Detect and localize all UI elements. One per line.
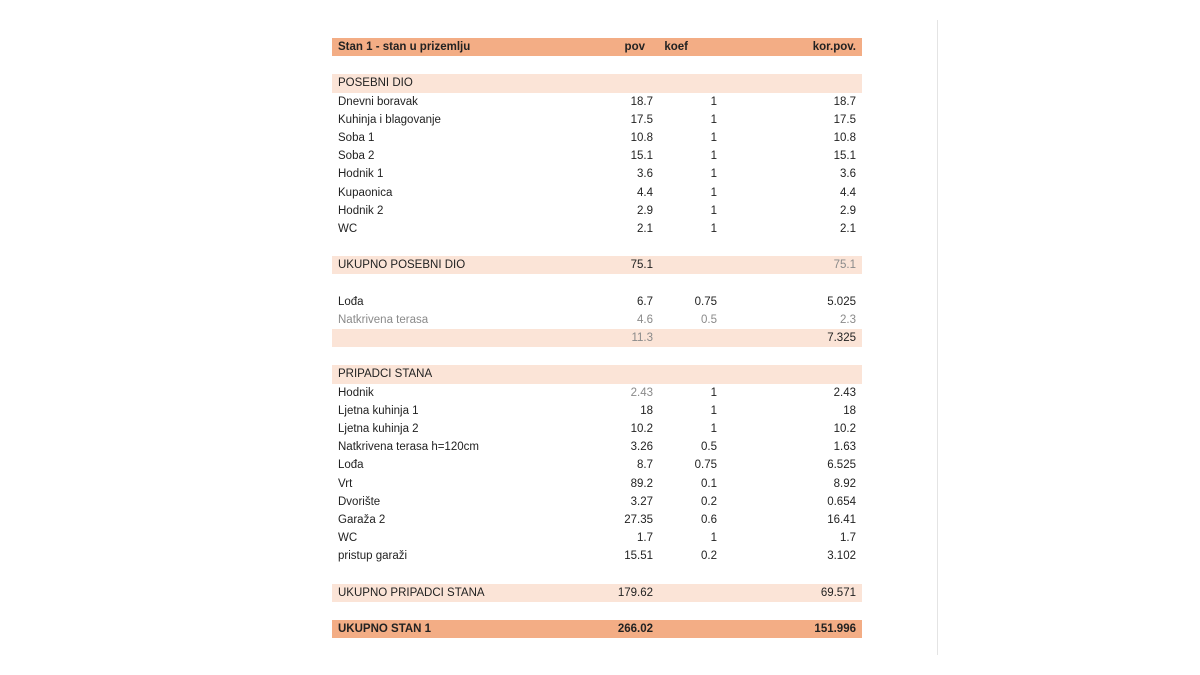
cell-name: Lođa bbox=[338, 295, 364, 308]
cell-kor: 1.7 bbox=[840, 532, 856, 545]
cell-kor: 16.41 bbox=[827, 513, 856, 526]
cell-name: Hodnik 1 bbox=[338, 168, 384, 181]
spacer-row bbox=[332, 602, 862, 620]
header-pov: pov bbox=[624, 41, 645, 53]
cell-kor: 18 bbox=[843, 404, 856, 417]
header-title: Stan 1 - stan u prizemlju bbox=[338, 41, 471, 53]
cell-name: WC bbox=[338, 532, 358, 545]
cell-name: Ljetna kuhinja 1 bbox=[338, 404, 419, 417]
cell-koef: 0.1 bbox=[701, 477, 717, 490]
cell-kor: 17.5 bbox=[833, 113, 856, 126]
section-title: PRIPADCI STANA bbox=[338, 368, 433, 381]
cell-name: Kupaonica bbox=[338, 186, 393, 199]
table-row bbox=[332, 147, 862, 165]
cell-kor: 6.525 bbox=[827, 459, 856, 472]
table-row bbox=[332, 311, 862, 329]
cell-pov: 10.2 bbox=[630, 422, 653, 435]
table-row bbox=[332, 111, 862, 129]
table-row bbox=[332, 456, 862, 474]
grand-total-row bbox=[332, 620, 862, 638]
cell-koef: 1 bbox=[710, 532, 717, 545]
cell-pov: 10.8 bbox=[630, 131, 653, 144]
cell-name: Kuhinja i blagovanje bbox=[338, 113, 441, 126]
cell-koef: 1 bbox=[710, 95, 717, 108]
cell-koef: 1 bbox=[710, 204, 717, 217]
cell-koef: 1 bbox=[710, 131, 717, 144]
spacer-row bbox=[332, 347, 862, 365]
cell-pov: 4.4 bbox=[637, 186, 653, 199]
table-row bbox=[332, 129, 862, 147]
cell-koef: 1 bbox=[710, 422, 717, 435]
cell-koef: 1 bbox=[710, 404, 717, 417]
table-row bbox=[332, 293, 862, 311]
subtotal-pov: 11.3 bbox=[631, 332, 653, 344]
cell-pov: 2.9 bbox=[637, 204, 653, 217]
cell-kor: 15.1 bbox=[833, 150, 856, 163]
table-row bbox=[332, 493, 862, 511]
table-row bbox=[332, 420, 862, 438]
cell-pov: 27.35 bbox=[624, 513, 653, 526]
spacer-row bbox=[332, 274, 862, 292]
cell-name: Soba 2 bbox=[338, 150, 375, 163]
cell-kor: 2.9 bbox=[840, 204, 856, 217]
cell-kor: 8.92 bbox=[833, 477, 856, 490]
cell-koef: 1 bbox=[710, 186, 717, 199]
total-kor: 75.1 bbox=[833, 259, 856, 272]
cell-pov: 15.51 bbox=[624, 550, 653, 563]
grand-total-label: UKUPNO STAN 1 bbox=[338, 623, 432, 635]
cell-koef: 0.5 bbox=[701, 441, 717, 454]
table-row bbox=[332, 547, 862, 565]
section-title-posebni bbox=[332, 74, 862, 92]
cell-pov: 15.1 bbox=[630, 150, 653, 163]
cell-name: Garaža 2 bbox=[338, 513, 386, 526]
table-row bbox=[332, 202, 862, 220]
section-title: POSEBNI DIO bbox=[338, 77, 413, 90]
cell-pov: 3.6 bbox=[637, 168, 653, 181]
cell-kor: 3.102 bbox=[827, 550, 856, 563]
cell-name: Soba 1 bbox=[338, 131, 375, 144]
total-pov: 75.1 bbox=[630, 259, 653, 272]
cell-kor: 18.7 bbox=[833, 95, 856, 108]
cell-kor: 0.654 bbox=[827, 495, 856, 508]
cell-kor: 10.8 bbox=[833, 131, 856, 144]
table-row bbox=[332, 529, 862, 547]
cell-pov: 3.26 bbox=[630, 441, 653, 454]
table-header-row bbox=[332, 38, 862, 56]
grand-total-pov: 266.02 bbox=[617, 623, 653, 635]
cell-kor: 1.63 bbox=[833, 441, 856, 454]
cell-koef: 1 bbox=[710, 222, 717, 235]
table-row bbox=[332, 220, 862, 238]
subtotal-kor: 7.325 bbox=[827, 332, 856, 344]
table-row bbox=[332, 402, 862, 420]
cell-name: Vrt bbox=[338, 477, 353, 490]
cell-name: Ljetna kuhinja 2 bbox=[338, 422, 419, 435]
cell-kor: 10.2 bbox=[833, 422, 856, 435]
total-kor: 69.571 bbox=[820, 586, 856, 599]
cell-name: WC bbox=[338, 222, 358, 235]
page-edge-divider bbox=[937, 20, 938, 655]
total-pov: 179.62 bbox=[617, 586, 653, 599]
cell-name: pristup garaži bbox=[338, 550, 408, 563]
cell-kor: 3.6 bbox=[840, 168, 856, 181]
spacer-row bbox=[332, 565, 862, 583]
cell-pov: 3.27 bbox=[630, 495, 653, 508]
cell-pov: 1.7 bbox=[637, 532, 653, 545]
table-row bbox=[332, 438, 862, 456]
cell-koef: 0.2 bbox=[701, 495, 717, 508]
table-row bbox=[332, 184, 862, 202]
total-row-pripadci bbox=[332, 584, 862, 602]
area-table bbox=[332, 38, 862, 638]
cell-kor: 4.4 bbox=[840, 186, 856, 199]
cell-name: Natkrivena terasa bbox=[338, 313, 429, 326]
table-row bbox=[332, 93, 862, 111]
cell-kor: 5.025 bbox=[827, 295, 856, 308]
cell-koef: 1 bbox=[710, 168, 717, 181]
header-koef: koef bbox=[664, 41, 688, 53]
cell-name: Natkrivena terasa h=120cm bbox=[338, 441, 479, 454]
spacer-row bbox=[332, 238, 862, 256]
cell-name: Dvorište bbox=[338, 495, 381, 508]
cell-pov: 89.2 bbox=[630, 477, 653, 490]
grand-total-kor: 151.996 bbox=[814, 623, 856, 635]
subtotal-row-loggia bbox=[332, 329, 862, 347]
table-row bbox=[332, 165, 862, 183]
table-row bbox=[332, 511, 862, 529]
cell-pov: 2.43 bbox=[630, 386, 653, 399]
cell-koef: 1 bbox=[710, 150, 717, 163]
cell-pov: 18 bbox=[640, 404, 653, 417]
cell-koef: 0.2 bbox=[701, 550, 717, 563]
cell-name: Lođa bbox=[338, 459, 364, 472]
table-row bbox=[332, 475, 862, 493]
total-row-posebni bbox=[332, 256, 862, 274]
cell-koef: 0.5 bbox=[701, 313, 717, 326]
cell-pov: 18.7 bbox=[630, 95, 653, 108]
table-row bbox=[332, 384, 862, 402]
cell-koef: 0.6 bbox=[701, 513, 717, 526]
cell-kor: 2.43 bbox=[833, 386, 856, 399]
cell-pov: 8.7 bbox=[637, 459, 653, 472]
cell-pov: 17.5 bbox=[630, 113, 653, 126]
cell-name: Hodnik bbox=[338, 386, 374, 399]
cell-pov: 6.7 bbox=[637, 295, 653, 308]
cell-koef: 1 bbox=[710, 113, 717, 126]
cell-kor: 2.3 bbox=[840, 313, 856, 326]
cell-koef: 0.75 bbox=[694, 459, 717, 472]
header-kor-pov: kor.pov. bbox=[812, 41, 856, 53]
total-label: UKUPNO POSEBNI DIO bbox=[338, 259, 466, 272]
cell-kor: 2.1 bbox=[840, 222, 856, 235]
cell-name: Dnevni boravak bbox=[338, 95, 418, 108]
cell-pov: 2.1 bbox=[637, 222, 653, 235]
cell-koef: 1 bbox=[710, 386, 717, 399]
cell-koef: 0.75 bbox=[694, 295, 717, 308]
section-title-pripadci bbox=[332, 365, 862, 383]
total-label: UKUPNO PRIPADCI STANA bbox=[338, 586, 485, 599]
spacer-row bbox=[332, 56, 862, 74]
cell-pov: 4.6 bbox=[637, 313, 653, 326]
cell-name: Hodnik 2 bbox=[338, 204, 384, 217]
